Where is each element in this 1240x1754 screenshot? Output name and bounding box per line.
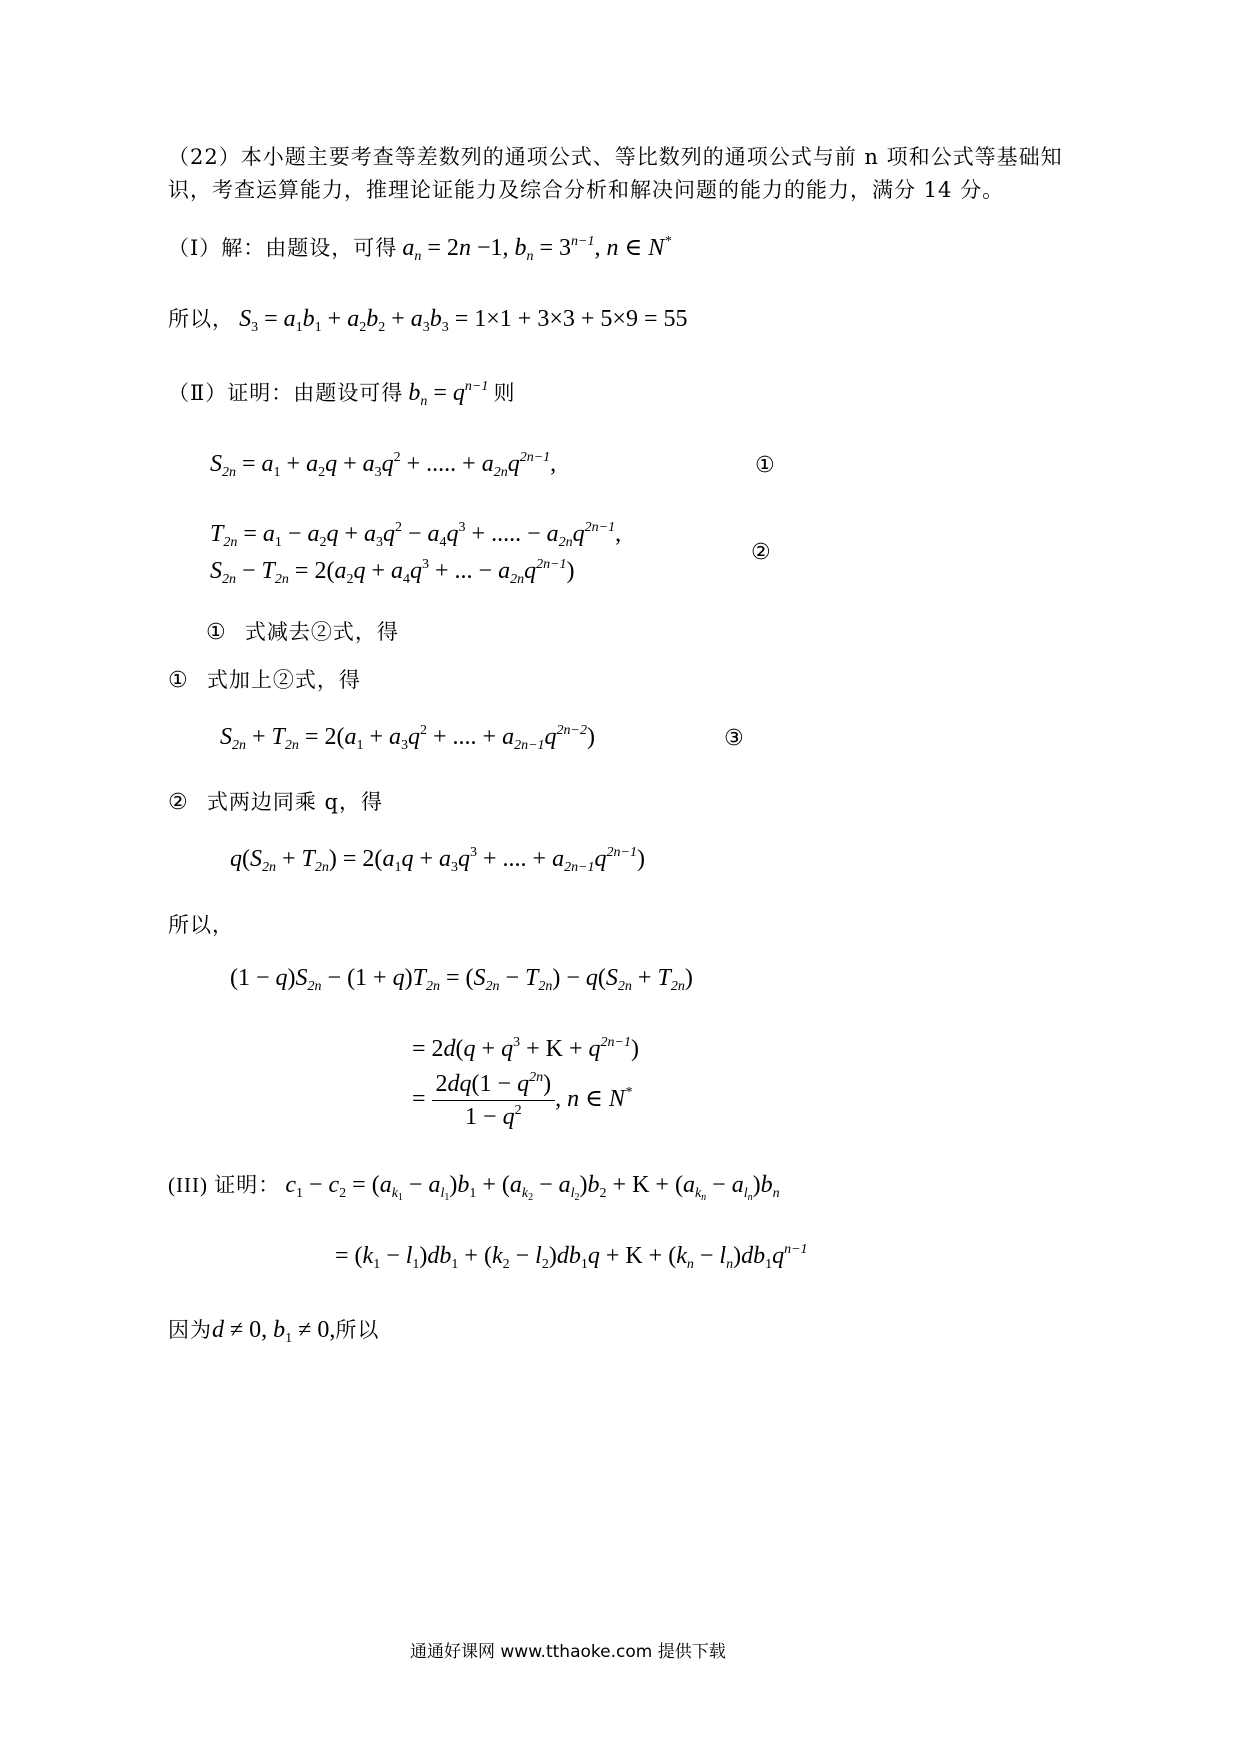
- part3-so: 所以: [335, 1318, 380, 1342]
- part2-bn-formula: $b_n = q^{n-1}$: [408, 379, 489, 409]
- part3-line: [168, 1169, 780, 1203]
- step-subtract-text: 式减去②式，得: [244, 620, 399, 644]
- eq-combined: $(1 - q)S_{2n} - (1 + q)T_{2n} = (S_{2n} - T_{2n}) - q(S_{2n} + T_{2n})$: [230, 965, 693, 994]
- part1-sum-formula: $S_3 = a_1b_1 + a_2b_2 + a_3b_3 = 1\times 1 + 3\times 3 + 5\times 9 = 55$: [239, 306, 688, 335]
- page-footer: 通通好课网 www.tthaoke.com 提供下载: [410, 1642, 726, 1662]
- eq-combined-step3: = $\frac{2dq(1 - q^{2n})}{1 - q^2}$ , n ∈ N*: [412, 1070, 632, 1130]
- part2-label: （Ⅱ）证明：由题设可得: [168, 381, 404, 405]
- marker-1: ①: [755, 453, 775, 478]
- part1-formula: $a_n = 2n -1$, $b_n = 3^{n-1}$, n ∈ N*: [402, 234, 672, 264]
- part1-label: （Ⅰ）解：由题设，可得: [168, 236, 398, 260]
- marker-3: ③: [724, 726, 744, 751]
- step-add-marker: ①: [168, 668, 188, 693]
- part2-then: 则: [493, 381, 516, 405]
- marker-2: ②: [751, 540, 771, 565]
- eq-s2n-minus-t2n: $S_{2n} - T_{2n} = 2(a_2q + a_4q^3$ + ... − $a_{2n}q^{2n-1}$): [210, 557, 575, 587]
- step-multiply-marker: ②: [168, 790, 188, 815]
- part1-so: 所以，: [168, 307, 234, 331]
- step-subtract: [206, 616, 399, 646]
- step-multiply-text: 式两边同乘 q，得: [206, 790, 383, 814]
- eq-q-times: $q(S_{2n} + T_{2n}) = 2(a_1q + a_3q^3$ + .... + $a_{2n-1}q^{2n-1}$): [230, 845, 645, 875]
- intro-line-1: （22）本小题主要考查等差数列的通项公式、等比数列的通项公式与前 n 项和公式等基础知: [168, 145, 1063, 169]
- eq-combined-step2: = $2d(q + q^3 + K + q^{2n-1})$: [412, 1035, 639, 1062]
- eq-s2n-plus-t2n: $S_{2n} + T_{2n} = 2(a_1 + a_3q^2$ + .... + $a_{2n-1}q^{2n-2}$): [220, 723, 595, 753]
- part3-because: 因为: [168, 1318, 212, 1342]
- eq-t2n: $T_{2n} = a_1 - a_2q + a_3q^2 - a_4q^3$ + ..... − $a_{2n}q^{2n-1}$,: [210, 520, 622, 550]
- step-add-text: 式加上②式，得: [206, 668, 361, 692]
- eq-s2n: $S_{2n} = a_1 + a_2q + a_3q^2$ + ..... + $a_{2n}q^{2n-1}$,: [210, 450, 557, 480]
- step-add: [168, 664, 361, 694]
- part2-so: 所以，: [168, 913, 234, 937]
- intro-line-2: 识，考查运算能力，推理论证能力及综合分析和解决问题的能力的能力，满分 14 分。: [168, 178, 1005, 202]
- part2-line: [168, 377, 515, 410]
- part1-line: [168, 232, 671, 265]
- part3-label: (III) 证明：: [168, 1173, 281, 1197]
- part3-formula-1: $c_1 - c_2 = (a_{k_1} - a_{l_1})b_1 + (a_{k_2} - a_{l_2})b_2 + K + (a_{k_n} - a_{l_n})b_n$: [285, 1172, 780, 1203]
- part3-condition: d ≠ 0, $b_1 \ne 0$,: [212, 1317, 336, 1346]
- part1-sum-line: [168, 303, 687, 336]
- step-multiply: [168, 786, 383, 816]
- part3-formula-2: = $(k_1 - l_1)db_1 + (k_2 - l_2)db_1q + K + (k_n - l_n)db_1q^{n-1}$: [335, 1242, 808, 1272]
- step-subtract-marker: ①: [206, 620, 226, 645]
- part3-because-line: [168, 1314, 379, 1347]
